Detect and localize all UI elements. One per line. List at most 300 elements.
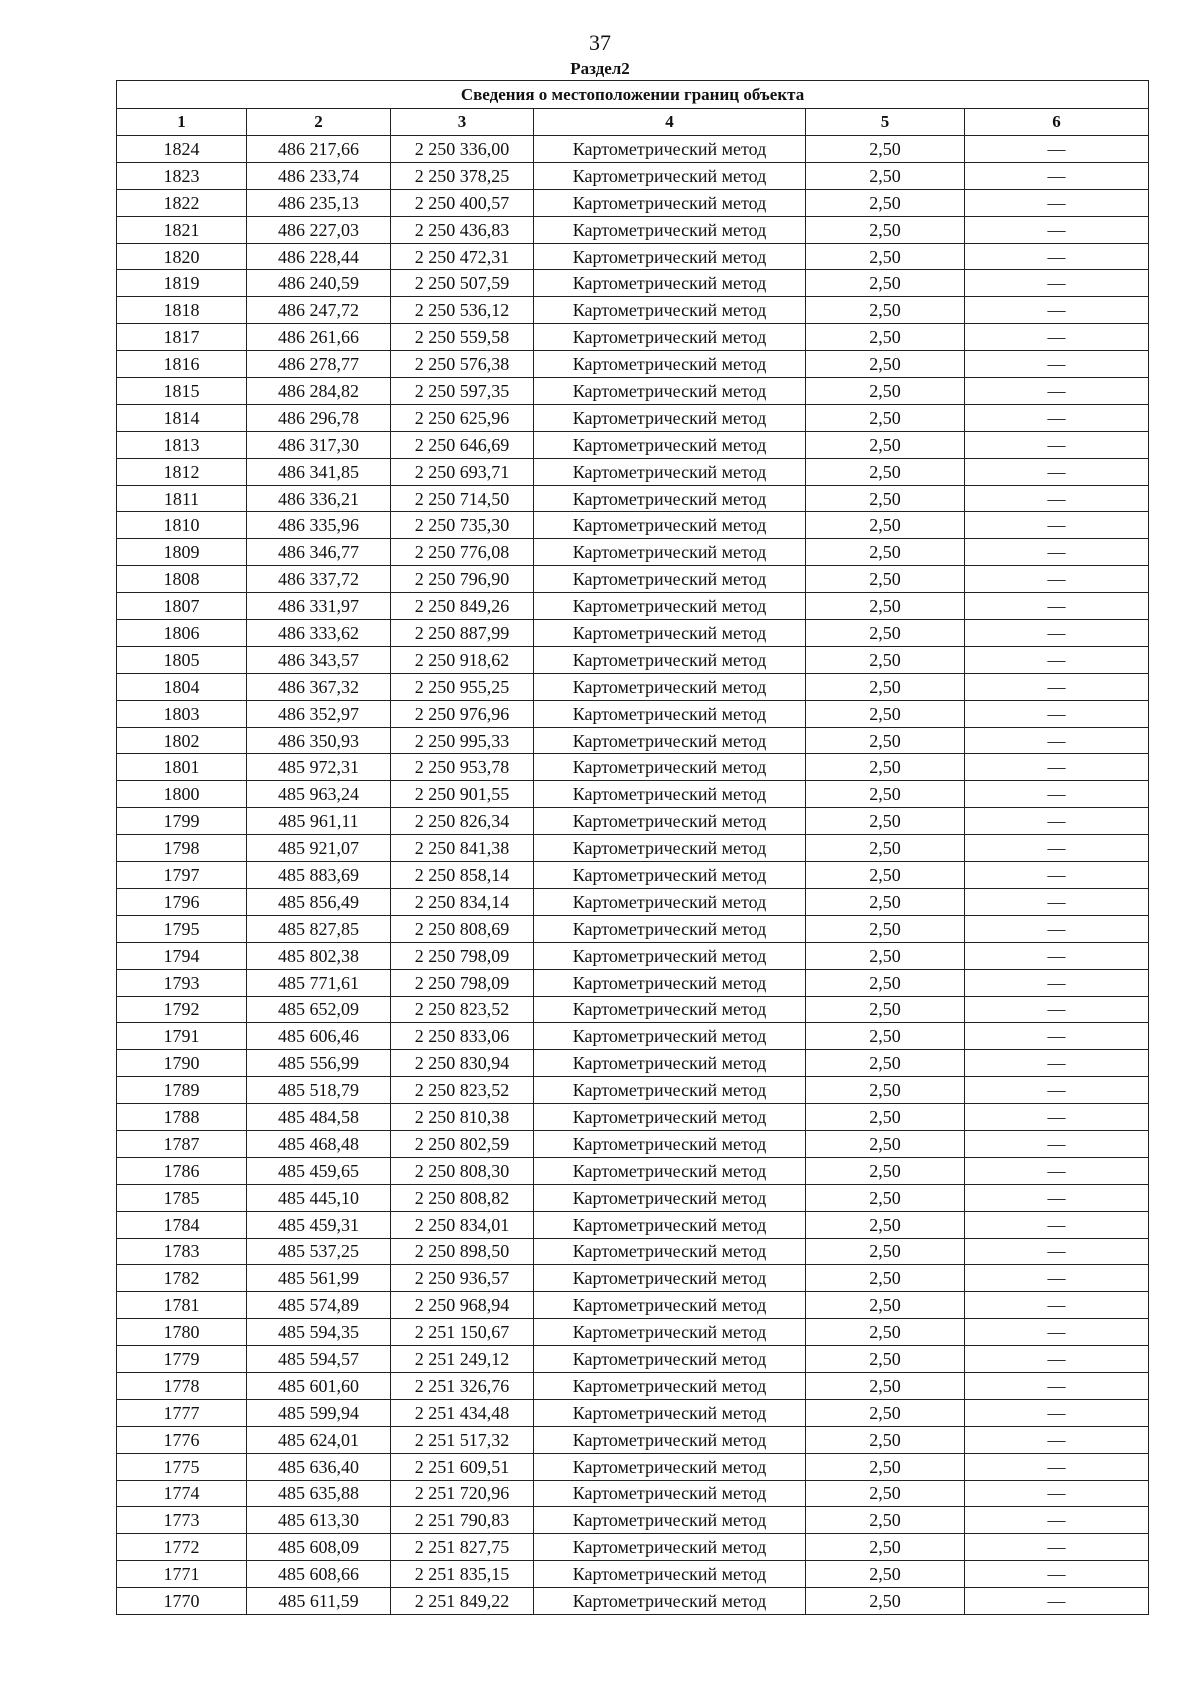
description-cell: —: [965, 1292, 1149, 1319]
description-cell: —: [965, 1023, 1149, 1050]
y-coordinate-cell: 2 250 507,59: [391, 270, 534, 297]
point-number-cell: 1775: [117, 1453, 247, 1480]
method-cell: Картометрический метод: [534, 404, 806, 431]
y-coordinate-cell: 2 250 735,30: [391, 512, 534, 539]
method-cell: Картометрический метод: [534, 539, 806, 566]
x-coordinate-cell: 486 350,93: [247, 727, 391, 754]
accuracy-cell: 2,50: [806, 539, 965, 566]
x-coordinate-cell: 485 537,25: [247, 1238, 391, 1265]
y-coordinate-cell: 2 250 898,50: [391, 1238, 534, 1265]
method-cell: Картометрический метод: [534, 1077, 806, 1104]
point-number-cell: 1803: [117, 700, 247, 727]
method-cell: Картометрический метод: [534, 297, 806, 324]
point-number-cell: 1819: [117, 270, 247, 297]
accuracy-cell: 2,50: [806, 1265, 965, 1292]
accuracy-cell: 2,50: [806, 351, 965, 378]
table-row: [117, 1211, 1149, 1238]
accuracy-cell: 2,50: [806, 566, 965, 593]
table-row: [117, 620, 1149, 647]
table-row: [117, 1050, 1149, 1077]
table-row: [117, 404, 1149, 431]
point-number-cell: 1790: [117, 1050, 247, 1077]
table-row: [117, 942, 1149, 969]
method-cell: Картометрический метод: [534, 1453, 806, 1480]
x-coordinate-cell: 486 296,78: [247, 404, 391, 431]
y-coordinate-cell: 2 250 798,09: [391, 969, 534, 996]
column-number: 4: [534, 109, 806, 136]
y-coordinate-cell: 2 250 953,78: [391, 754, 534, 781]
x-coordinate-cell: 485 961,11: [247, 808, 391, 835]
x-coordinate-cell: 485 459,31: [247, 1211, 391, 1238]
method-cell: Картометрический метод: [534, 1292, 806, 1319]
table-row: [117, 297, 1149, 324]
point-number-cell: 1805: [117, 646, 247, 673]
table-row: [117, 512, 1149, 539]
y-coordinate-cell: 2 250 646,69: [391, 431, 534, 458]
accuracy-cell: 2,50: [806, 808, 965, 835]
table-row: [117, 1265, 1149, 1292]
description-cell: —: [965, 1050, 1149, 1077]
x-coordinate-cell: 485 771,61: [247, 969, 391, 996]
accuracy-cell: 2,50: [806, 1211, 965, 1238]
description-cell: —: [965, 996, 1149, 1023]
x-coordinate-cell: 485 574,89: [247, 1292, 391, 1319]
x-coordinate-cell: 485 601,60: [247, 1372, 391, 1399]
method-cell: Картометрический метод: [534, 1238, 806, 1265]
x-coordinate-cell: 486 336,21: [247, 485, 391, 512]
point-number-cell: 1813: [117, 431, 247, 458]
method-cell: Картометрический метод: [534, 458, 806, 485]
method-cell: Картометрический метод: [534, 754, 806, 781]
y-coordinate-cell: 2 251 326,76: [391, 1372, 534, 1399]
method-cell: Картометрический метод: [534, 1346, 806, 1373]
point-number-cell: 1799: [117, 808, 247, 835]
point-number-cell: 1770: [117, 1588, 247, 1615]
y-coordinate-cell: 2 250 576,38: [391, 351, 534, 378]
x-coordinate-cell: 485 608,09: [247, 1534, 391, 1561]
description-cell: —: [965, 781, 1149, 808]
accuracy-cell: 2,50: [806, 754, 965, 781]
point-number-cell: 1789: [117, 1077, 247, 1104]
description-cell: —: [965, 1426, 1149, 1453]
accuracy-cell: 2,50: [806, 888, 965, 915]
table-title: Сведения о местоположении границ объекта: [117, 81, 1149, 109]
y-coordinate-cell: 2 250 336,00: [391, 136, 534, 163]
description-cell: —: [965, 942, 1149, 969]
description-cell: —: [965, 620, 1149, 647]
description-cell: —: [965, 1130, 1149, 1157]
point-number-cell: 1773: [117, 1507, 247, 1534]
accuracy-cell: 2,50: [806, 1157, 965, 1184]
x-coordinate-cell: 486 228,44: [247, 243, 391, 270]
point-number-cell: 1778: [117, 1372, 247, 1399]
y-coordinate-cell: 2 250 400,57: [391, 189, 534, 216]
table-row: [117, 1238, 1149, 1265]
table-row: [117, 1453, 1149, 1480]
x-coordinate-cell: 486 331,97: [247, 593, 391, 620]
y-coordinate-cell: 2 250 833,06: [391, 1023, 534, 1050]
method-cell: Картометрический метод: [534, 1184, 806, 1211]
point-number-cell: 1796: [117, 888, 247, 915]
accuracy-cell: 2,50: [806, 1238, 965, 1265]
x-coordinate-cell: 485 972,31: [247, 754, 391, 781]
method-cell: Картометрический метод: [534, 378, 806, 405]
column-number: 1: [117, 109, 247, 136]
point-number-cell: 1818: [117, 297, 247, 324]
accuracy-cell: 2,50: [806, 1077, 965, 1104]
x-coordinate-cell: 486 337,72: [247, 566, 391, 593]
point-number-cell: 1785: [117, 1184, 247, 1211]
y-coordinate-cell: 2 250 955,25: [391, 673, 534, 700]
table-row: [117, 1588, 1149, 1615]
method-cell: Картометрический метод: [534, 1588, 806, 1615]
y-coordinate-cell: 2 250 378,25: [391, 162, 534, 189]
x-coordinate-cell: 485 652,09: [247, 996, 391, 1023]
table-row: [117, 270, 1149, 297]
boundary-coordinates-table: [116, 80, 1149, 1615]
y-coordinate-cell: 2 251 249,12: [391, 1346, 534, 1373]
description-cell: —: [965, 136, 1149, 163]
y-coordinate-cell: 2 250 810,38: [391, 1104, 534, 1131]
description-cell: —: [965, 673, 1149, 700]
accuracy-cell: 2,50: [806, 1104, 965, 1131]
method-cell: Картометрический метод: [534, 512, 806, 539]
y-coordinate-cell: 2 250 823,52: [391, 1077, 534, 1104]
description-cell: —: [965, 485, 1149, 512]
y-coordinate-cell: 2 250 796,90: [391, 566, 534, 593]
x-coordinate-cell: 486 284,82: [247, 378, 391, 405]
point-number-cell: 1810: [117, 512, 247, 539]
method-cell: Картометрический метод: [534, 189, 806, 216]
description-cell: —: [965, 969, 1149, 996]
description-cell: —: [965, 1346, 1149, 1373]
method-cell: Картометрический метод: [534, 216, 806, 243]
table-row: [117, 539, 1149, 566]
y-coordinate-cell: 2 250 559,58: [391, 324, 534, 351]
description-cell: —: [965, 243, 1149, 270]
section-title: Раздел2: [570, 59, 630, 78]
method-cell: Картометрический метод: [534, 1534, 806, 1561]
description-cell: —: [965, 1588, 1149, 1615]
method-cell: Картометрический метод: [534, 162, 806, 189]
description-cell: —: [965, 1399, 1149, 1426]
y-coordinate-cell: 2 250 472,31: [391, 243, 534, 270]
x-coordinate-cell: 485 608,66: [247, 1561, 391, 1588]
y-coordinate-cell: 2 250 887,99: [391, 620, 534, 647]
table-row: [117, 808, 1149, 835]
column-number: 5: [806, 109, 965, 136]
x-coordinate-cell: 486 352,97: [247, 700, 391, 727]
table-row: [117, 888, 1149, 915]
point-number-cell: 1808: [117, 566, 247, 593]
y-coordinate-cell: 2 250 976,96: [391, 700, 534, 727]
description-cell: —: [965, 646, 1149, 673]
table-row: [117, 1319, 1149, 1346]
y-coordinate-cell: 2 250 849,26: [391, 593, 534, 620]
table-row: [117, 243, 1149, 270]
description-cell: —: [965, 754, 1149, 781]
description-cell: —: [965, 1184, 1149, 1211]
table-row: [117, 1077, 1149, 1104]
table-row: [117, 1023, 1149, 1050]
y-coordinate-cell: 2 251 150,67: [391, 1319, 534, 1346]
accuracy-cell: 2,50: [806, 1453, 965, 1480]
x-coordinate-cell: 485 468,48: [247, 1130, 391, 1157]
column-number: 6: [965, 109, 1149, 136]
accuracy-cell: 2,50: [806, 404, 965, 431]
description-cell: —: [965, 1561, 1149, 1588]
description-cell: —: [965, 1372, 1149, 1399]
description-cell: —: [965, 835, 1149, 862]
point-number-cell: 1779: [117, 1346, 247, 1373]
accuracy-cell: 2,50: [806, 1319, 965, 1346]
table-row: [117, 727, 1149, 754]
point-number-cell: 1806: [117, 620, 247, 647]
accuracy-cell: 2,50: [806, 297, 965, 324]
point-number-cell: 1809: [117, 539, 247, 566]
y-coordinate-cell: 2 251 827,75: [391, 1534, 534, 1561]
y-coordinate-cell: 2 250 834,14: [391, 888, 534, 915]
x-coordinate-cell: 486 335,96: [247, 512, 391, 539]
description-cell: —: [965, 1077, 1149, 1104]
x-coordinate-cell: 485 636,40: [247, 1453, 391, 1480]
y-coordinate-cell: 2 250 714,50: [391, 485, 534, 512]
x-coordinate-cell: 485 856,49: [247, 888, 391, 915]
point-number-cell: 1824: [117, 136, 247, 163]
description-cell: —: [965, 216, 1149, 243]
description-cell: —: [965, 915, 1149, 942]
table-row: [117, 862, 1149, 889]
y-coordinate-cell: 2 251 790,83: [391, 1507, 534, 1534]
method-cell: Картометрический метод: [534, 1480, 806, 1507]
description-cell: —: [965, 1265, 1149, 1292]
point-number-cell: 1783: [117, 1238, 247, 1265]
accuracy-cell: 2,50: [806, 1346, 965, 1373]
x-coordinate-cell: 485 518,79: [247, 1077, 391, 1104]
x-coordinate-cell: 485 484,58: [247, 1104, 391, 1131]
x-coordinate-cell: 486 217,66: [247, 136, 391, 163]
description-cell: —: [965, 1238, 1149, 1265]
table-row: [117, 1184, 1149, 1211]
point-number-cell: 1797: [117, 862, 247, 889]
accuracy-cell: 2,50: [806, 942, 965, 969]
table-row: [117, 431, 1149, 458]
method-cell: Картометрический метод: [534, 1507, 806, 1534]
table-row: [117, 700, 1149, 727]
x-coordinate-cell: 486 341,85: [247, 458, 391, 485]
method-cell: Картометрический метод: [534, 136, 806, 163]
description-cell: —: [965, 1319, 1149, 1346]
accuracy-cell: 2,50: [806, 1561, 965, 1588]
x-coordinate-cell: 485 963,24: [247, 781, 391, 808]
table-row: [117, 1157, 1149, 1184]
x-coordinate-cell: 486 343,57: [247, 646, 391, 673]
accuracy-cell: 2,50: [806, 1023, 965, 1050]
point-number-cell: 1795: [117, 915, 247, 942]
method-cell: Картометрический метод: [534, 324, 806, 351]
y-coordinate-cell: 2 250 802,59: [391, 1130, 534, 1157]
method-cell: Картометрический метод: [534, 673, 806, 700]
method-cell: Картометрический метод: [534, 1426, 806, 1453]
x-coordinate-cell: 485 624,01: [247, 1426, 391, 1453]
x-coordinate-cell: 486 278,77: [247, 351, 391, 378]
description-cell: —: [965, 862, 1149, 889]
table-row: [117, 216, 1149, 243]
y-coordinate-cell: 2 250 826,34: [391, 808, 534, 835]
accuracy-cell: 2,50: [806, 1130, 965, 1157]
table-row: [117, 1292, 1149, 1319]
method-cell: Картометрический метод: [534, 1211, 806, 1238]
y-coordinate-cell: 2 250 901,55: [391, 781, 534, 808]
accuracy-cell: 2,50: [806, 781, 965, 808]
y-coordinate-cell: 2 250 625,96: [391, 404, 534, 431]
x-coordinate-cell: 485 459,65: [247, 1157, 391, 1184]
accuracy-cell: 2,50: [806, 243, 965, 270]
table-row: [117, 1372, 1149, 1399]
x-coordinate-cell: 486 240,59: [247, 270, 391, 297]
accuracy-cell: 2,50: [806, 378, 965, 405]
column-number-row: [117, 109, 1149, 136]
y-coordinate-cell: 2 250 536,12: [391, 297, 534, 324]
y-coordinate-cell: 2 250 436,83: [391, 216, 534, 243]
point-number-cell: 1814: [117, 404, 247, 431]
x-coordinate-cell: 485 802,38: [247, 942, 391, 969]
point-number-cell: 1800: [117, 781, 247, 808]
method-cell: Картометрический метод: [534, 1372, 806, 1399]
accuracy-cell: 2,50: [806, 1480, 965, 1507]
method-cell: Картометрический метод: [534, 700, 806, 727]
y-coordinate-cell: 2 250 918,62: [391, 646, 534, 673]
accuracy-cell: 2,50: [806, 270, 965, 297]
method-cell: Картометрический метод: [534, 620, 806, 647]
method-cell: Картометрический метод: [534, 781, 806, 808]
y-coordinate-cell: 2 250 693,71: [391, 458, 534, 485]
method-cell: Картометрический метод: [534, 1050, 806, 1077]
x-coordinate-cell: 486 367,32: [247, 673, 391, 700]
y-coordinate-cell: 2 250 841,38: [391, 835, 534, 862]
accuracy-cell: 2,50: [806, 512, 965, 539]
point-number-cell: 1823: [117, 162, 247, 189]
accuracy-cell: 2,50: [806, 996, 965, 1023]
x-coordinate-cell: 485 445,10: [247, 1184, 391, 1211]
description-cell: —: [965, 1480, 1149, 1507]
table-row: [117, 1399, 1149, 1426]
method-cell: Картометрический метод: [534, 431, 806, 458]
accuracy-cell: 2,50: [806, 458, 965, 485]
y-coordinate-cell: 2 251 849,22: [391, 1588, 534, 1615]
x-coordinate-cell: 485 827,85: [247, 915, 391, 942]
x-coordinate-cell: 485 883,69: [247, 862, 391, 889]
y-coordinate-cell: 2 250 776,08: [391, 539, 534, 566]
method-cell: Картометрический метод: [534, 862, 806, 889]
point-number-cell: 1822: [117, 189, 247, 216]
x-coordinate-cell: 485 921,07: [247, 835, 391, 862]
y-coordinate-cell: 2 250 936,57: [391, 1265, 534, 1292]
y-coordinate-cell: 2 251 517,32: [391, 1426, 534, 1453]
description-cell: —: [965, 1507, 1149, 1534]
method-cell: Картометрический метод: [534, 969, 806, 996]
description-cell: —: [965, 566, 1149, 593]
description-cell: —: [965, 270, 1149, 297]
accuracy-cell: 2,50: [806, 673, 965, 700]
table-row: [117, 1507, 1149, 1534]
x-coordinate-cell: 485 613,30: [247, 1507, 391, 1534]
table-row: [117, 1104, 1149, 1131]
page-number: 37: [589, 30, 611, 55]
column-number: 3: [391, 109, 534, 136]
table-row: [117, 324, 1149, 351]
point-number-cell: 1817: [117, 324, 247, 351]
method-cell: Картометрический метод: [534, 270, 806, 297]
accuracy-cell: 2,50: [806, 620, 965, 647]
point-number-cell: 1781: [117, 1292, 247, 1319]
accuracy-cell: 2,50: [806, 1050, 965, 1077]
y-coordinate-cell: 2 250 834,01: [391, 1211, 534, 1238]
y-coordinate-cell: 2 250 808,30: [391, 1157, 534, 1184]
method-cell: Картометрический метод: [534, 1399, 806, 1426]
table-row: [117, 378, 1149, 405]
table-row: [117, 673, 1149, 700]
description-cell: —: [965, 351, 1149, 378]
method-cell: Картометрический метод: [534, 1023, 806, 1050]
accuracy-cell: 2,50: [806, 1426, 965, 1453]
table-row: [117, 136, 1149, 163]
point-number-cell: 1791: [117, 1023, 247, 1050]
accuracy-cell: 2,50: [806, 1372, 965, 1399]
description-cell: —: [965, 1157, 1149, 1184]
method-cell: Картометрический метод: [534, 351, 806, 378]
accuracy-cell: 2,50: [806, 915, 965, 942]
method-cell: Картометрический метод: [534, 942, 806, 969]
table-row: [117, 1561, 1149, 1588]
accuracy-cell: 2,50: [806, 700, 965, 727]
method-cell: Картометрический метод: [534, 1157, 806, 1184]
method-cell: Картометрический метод: [534, 1319, 806, 1346]
accuracy-cell: 2,50: [806, 1292, 965, 1319]
table-row: [117, 351, 1149, 378]
y-coordinate-cell: 2 250 995,33: [391, 727, 534, 754]
table-row: [117, 781, 1149, 808]
x-coordinate-cell: 485 561,99: [247, 1265, 391, 1292]
description-cell: —: [965, 378, 1149, 405]
x-coordinate-cell: 486 333,62: [247, 620, 391, 647]
y-coordinate-cell: 2 251 720,96: [391, 1480, 534, 1507]
method-cell: Картометрический метод: [534, 243, 806, 270]
table-row: [117, 458, 1149, 485]
accuracy-cell: 2,50: [806, 835, 965, 862]
y-coordinate-cell: 2 250 597,35: [391, 378, 534, 405]
point-number-cell: 1816: [117, 351, 247, 378]
accuracy-cell: 2,50: [806, 1399, 965, 1426]
x-coordinate-cell: 485 635,88: [247, 1480, 391, 1507]
table-row: [117, 996, 1149, 1023]
y-coordinate-cell: 2 251 434,48: [391, 1399, 534, 1426]
table-row: [117, 162, 1149, 189]
accuracy-cell: 2,50: [806, 646, 965, 673]
point-number-cell: 1787: [117, 1130, 247, 1157]
method-cell: Картометрический метод: [534, 1104, 806, 1131]
method-cell: Картометрический метод: [534, 888, 806, 915]
point-number-cell: 1798: [117, 835, 247, 862]
point-number-cell: 1777: [117, 1399, 247, 1426]
accuracy-cell: 2,50: [806, 431, 965, 458]
point-number-cell: 1788: [117, 1104, 247, 1131]
description-cell: —: [965, 539, 1149, 566]
description-cell: —: [965, 808, 1149, 835]
description-cell: —: [965, 727, 1149, 754]
y-coordinate-cell: 2 250 798,09: [391, 942, 534, 969]
method-cell: Картометрический метод: [534, 996, 806, 1023]
